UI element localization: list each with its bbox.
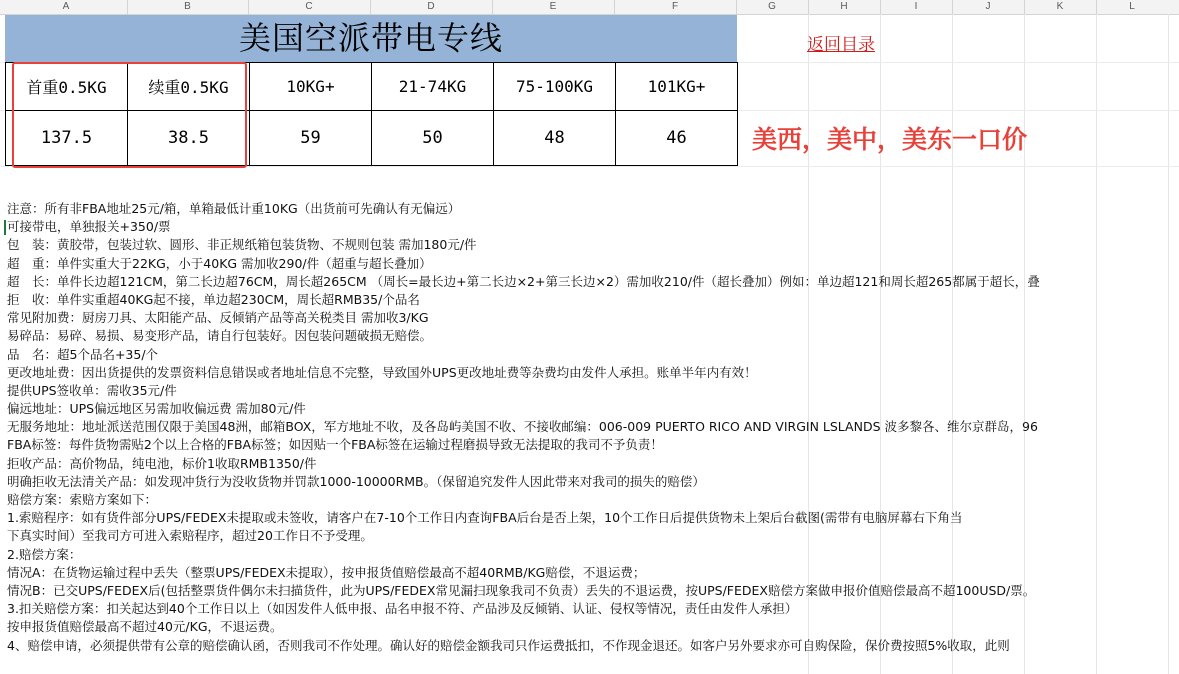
note-line[interactable]: 下真实时间）至我司方可进入索赔程序，超过20工作日不予受理。	[7, 528, 373, 544]
price-value-cell[interactable]: 59	[250, 111, 372, 166]
note-line[interactable]: 偏远地址：UPS偏远地区另需加收偏远费 需加80元/件	[7, 401, 306, 417]
sheet-title[interactable]: 美国空派带电专线	[5, 15, 737, 62]
column-header-a[interactable]: A	[62, 1, 70, 12]
price-value-cell[interactable]: 137.5	[6, 111, 128, 166]
price-value-cell[interactable]: 46	[616, 111, 738, 166]
note-line[interactable]: 拒收产品：高价物品，纯电池，标价1收取RMB1350/件	[7, 455, 317, 471]
active-cell-indicator	[4, 220, 6, 235]
notes-section	[7, 200, 1179, 655]
note-line[interactable]: 明确拒收无法清关产品：如发现冲货行为没收货物并罚款1000-10000RMB。（保留追究发件人因此带来对我司的损失的赔偿）	[7, 473, 705, 489]
price-value-cell[interactable]: 48	[494, 111, 616, 166]
column-header-j[interactable]: J	[985, 1, 991, 12]
column-header-d[interactable]: D	[427, 1, 435, 12]
note-line[interactable]: 超 长：单件长边超121CM，第二长边超76CM，周长超265CM （周长=最长边+第二长边×2+第三长边×2）需加收210/件（超长叠加）例如：单边超121和周长超265都属于超长，叠	[7, 273, 1040, 289]
note-line[interactable]: 2.赔偿方案：	[7, 546, 82, 562]
note-line[interactable]: 情况A：在货物运输过程中丢失（整票UPS/FEDEX未提取），按申报货值赔偿最高不超40RMB/KG赔偿，不退运费；	[7, 564, 646, 580]
price-header-cell[interactable]: 21-74KG	[372, 63, 494, 111]
column-header-c[interactable]: C	[305, 1, 313, 12]
note-line[interactable]: 注意：所有非FBA地址25元/箱，单箱最低计重10KG（出货前可先确认有无偏远）	[7, 201, 461, 216]
note-line[interactable]: 情况B：已交UPS/FEDEX后(包括整票货件偶尔未扫描货件，此为UPS/FEDEX常见漏扫现象我司不负责）丢失的不退运费，按UPS/FEDEX赔偿方案做申报价值赔偿最高不超100USD/票。	[7, 582, 1036, 598]
column-header-e[interactable]: E	[549, 1, 557, 12]
back-to-index-link[interactable]: 返回目录	[807, 35, 875, 55]
column-header-bar	[0, 0, 1179, 15]
note-line[interactable]: 超 重：单件实重大于22KG，小于40KG 需加收290/件（超重与超长叠加）	[7, 255, 432, 271]
price-value-cell[interactable]: 38.5	[128, 111, 250, 166]
note-line[interactable]: 常见附加费：厨房刀具、太阳能产品、反倾销产品等高关税类目 需加收3/KG	[7, 310, 429, 326]
note-line[interactable]: 无服务地址：地址派送范围仅限于美国48洲，邮箱BOX，军方地址不收，及各岛屿美国不收、不接收邮编：006-009 PUERTO RICO AND VIRGIN LSLANDS 波多黎各、维尔京群岛，96	[7, 419, 1038, 435]
uniform-price-note: 美西，美中，美东一口价	[752, 125, 1028, 154]
price-header-cell[interactable]: 首重0.5KG	[6, 63, 128, 111]
price-header-cell[interactable]: 10KG+	[250, 63, 372, 111]
column-header-g[interactable]: G	[768, 1, 776, 12]
note-line[interactable]: 4、赔偿申请，必须提供带有公章的赔偿确认函，否则我司不作处理。确认好的赔偿金额我司只作运费抵扣，不作现金退还。如客户另外要求亦可自购保险，保价费按照5%收取，此则	[7, 637, 1010, 653]
column-header-k[interactable]: K	[1056, 1, 1064, 12]
note-line[interactable]: 可接带电，单独报关+350/票	[7, 219, 171, 235]
column-header-l[interactable]: L	[1129, 1, 1135, 12]
note-line[interactable]: 易碎品：易碎、易损、易变形产品，请自行包装好。因包装问题破损无赔偿。	[7, 328, 433, 344]
column-header-b[interactable]: B	[184, 1, 191, 12]
note-line[interactable]: 1.索赔程序：如有货件部分UPS/FEDEX未提取或未签收，请客户在7-10个工作日内查询FBA后台是否上架，10个工作日后提供货物未上架后台截图(需带有电脑屏幕右下角当	[7, 510, 963, 526]
price-value-cell[interactable]: 50	[372, 111, 494, 166]
note-line[interactable]: 赔偿方案：索赔方案如下：	[7, 492, 158, 507]
note-line[interactable]: 提供UPS签收单：需收35元/件	[7, 382, 177, 398]
price-header-cell[interactable]: 75-100KG	[494, 63, 616, 111]
column-header-f[interactable]: F	[671, 1, 679, 12]
note-line[interactable]: 包 装：黄胶带，包装过软、圆形、非正规纸箱包装货物、不规则包装 需加180元/件	[7, 237, 477, 253]
note-line[interactable]: FBA标签：每件货物需贴2个以上合格的FBA标签；如因贴一个FBA标签在运输过程磨损导致无法提取的我司不予负责！	[7, 437, 663, 453]
column-header-i[interactable]: I	[914, 1, 918, 12]
price-header-cell[interactable]: 续重0.5KG	[128, 63, 250, 111]
highlight-box	[12, 62, 247, 168]
note-line[interactable]: 拒 收：单件实重超40KG起不接，单边超230CM，周长超RMB35/个品名	[7, 291, 420, 307]
price-header-cell[interactable]: 101KG+	[616, 63, 738, 111]
note-line[interactable]: 按申报货值赔偿最高不超过40元/KG，不退运费。	[7, 619, 283, 635]
note-line[interactable]: 3.扣关赔偿方案：扣关起达到40个工作日以上（如因发件人低申报、品名申报不符、产品涉及反倾销、认证、侵权等情况，责任由发件人承担）	[7, 601, 798, 617]
column-header-h[interactable]: H	[840, 1, 848, 12]
note-line[interactable]: 更改地址费：因出货提供的发票资料信息错误或者地址信息不完整，导致国外UPS更改地址费等杂费均由发件人承担。账单半年内有效！	[7, 364, 757, 380]
note-line[interactable]: 品 名：超5个品名+35/个	[7, 346, 159, 362]
